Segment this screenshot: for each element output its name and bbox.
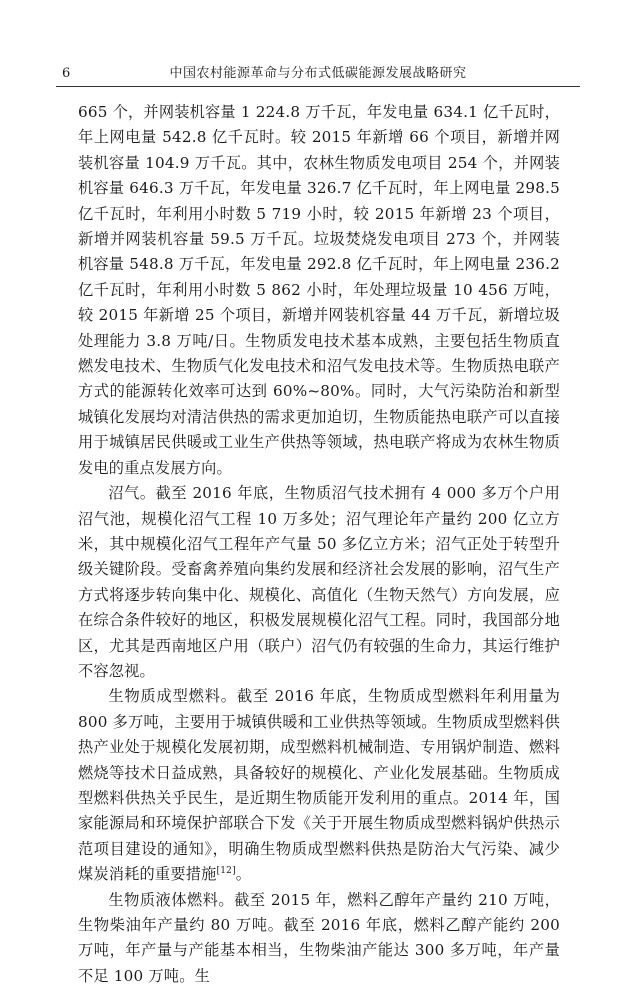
paragraph-text: 665 个，并网装机容量 1 224.8 万千瓦，年发电量 634.1 亿千瓦时，年上网电量 542.8 亿千瓦时。较 2015 年新增 66 个项目，新增并网装机容量 104.9 万千瓦。其中，农林生物质发电项目 254 个，并网装机容量 646.3 万千瓦，年发电量 326.7 亿千瓦时，年上网电量 298.5 亿千瓦时，年利用小时数 5 719 小时，较 2015 年新增 23 个项目，新增并网装机容量 59.5 万千瓦。垃圾焚烧发电项目 273 个，并网装机容量 548.8 万千瓦，年发电量 292.8 亿千瓦时，年上网电量 236.2 亿千瓦时，年利用小时数 5 862 小时，年处理垃圾量 10 456 万吨，较 2015 年新增 25 个项目，新增并网装机容量 44 万千瓦，新增垃圾处理能力 3.8 万吨/日。生物质发电技术基本成熟，主要包括生物质直燃发电技术、生物质气化发电技术和沼气发电技术等。生物质热电联产方式的能源转化效率可达到 60%~80%。同时，大气污染防治和新型城镇化发展均对清洁供热的需求更加迫切，生物质能热电联产可以直接用于城镇居民供暖或工业生产供热等领域，热电联产将成为农林生物质发电的重点发展方向。 [78, 103, 560, 477]
paragraph-briquette-fuel [78, 684, 560, 887]
paragraph-biogas [78, 481, 560, 684]
paragraph-tail: 。 [235, 865, 252, 884]
paragraph-text: 沼气。截至 2016 年底，生物质沼气技术拥有 4 000 多万个户用沼气池，规模化沼气工程 10 万多处；沼气理论年产量约 200 亿立方米，其中规模化沼气工程年产气量 50 多亿立方米；沼气正处于转型升级关键阶段。受畜禽养殖向集约发展和经济社会发展的影响，沼气生产方式将逐步转向集中化、规模化、高值化（生物天然气）方向发展，应在综合条件较好的地区，积极发展规模化沼气工程。同时，我国部分地区，尤其是西南地区户用（联户）沼气仍有较强的生命力，其运行维护不容忽视。 [78, 484, 560, 680]
body-text [78, 100, 560, 989]
paragraph-text: 生物质成型燃料。截至 2016 年底，生物质成型燃料年利用量为 800 多万吨，主要用于城镇供暖和工业供热等领域。生物质成型燃料供热产业处于规模化发展初期，成型燃料机械制造、专用锅炉制造、燃料燃烧等技术日益成熟，具备较好的规模化、产业化发展基础。生物质成型燃料供热关乎民生，是近期生物质能开发利用的重点。2014 年，国家能源局和环境保护部联合下发《关于开展生物质成型燃料锅炉供热示范项目建设的通知》，明确生物质成型燃料供热是防治大气污染、减少煤炭消耗的重要措施 [78, 687, 560, 884]
page-header [56, 64, 580, 87]
paragraph-text: 生物质液体燃料。截至 2015 年，燃料乙醇年产量约 210 万吨，生物柴油年产量约 80 万吨。截至 2016 年底，燃料乙醇产能约 200 万吨，年产量与产能基本相当，生物柴油产能达 300 多万吨，年产量不足 100 万吨。生 [78, 890, 560, 985]
paragraph-biomass-power [78, 100, 560, 481]
citation-ref: [12] [216, 866, 236, 877]
page-number: 6 [62, 66, 71, 81]
paragraph-liquid-fuel [78, 888, 560, 989]
running-title: 中国农村能源革命与分布式低碳能源发展战略研究 [169, 66, 467, 81]
